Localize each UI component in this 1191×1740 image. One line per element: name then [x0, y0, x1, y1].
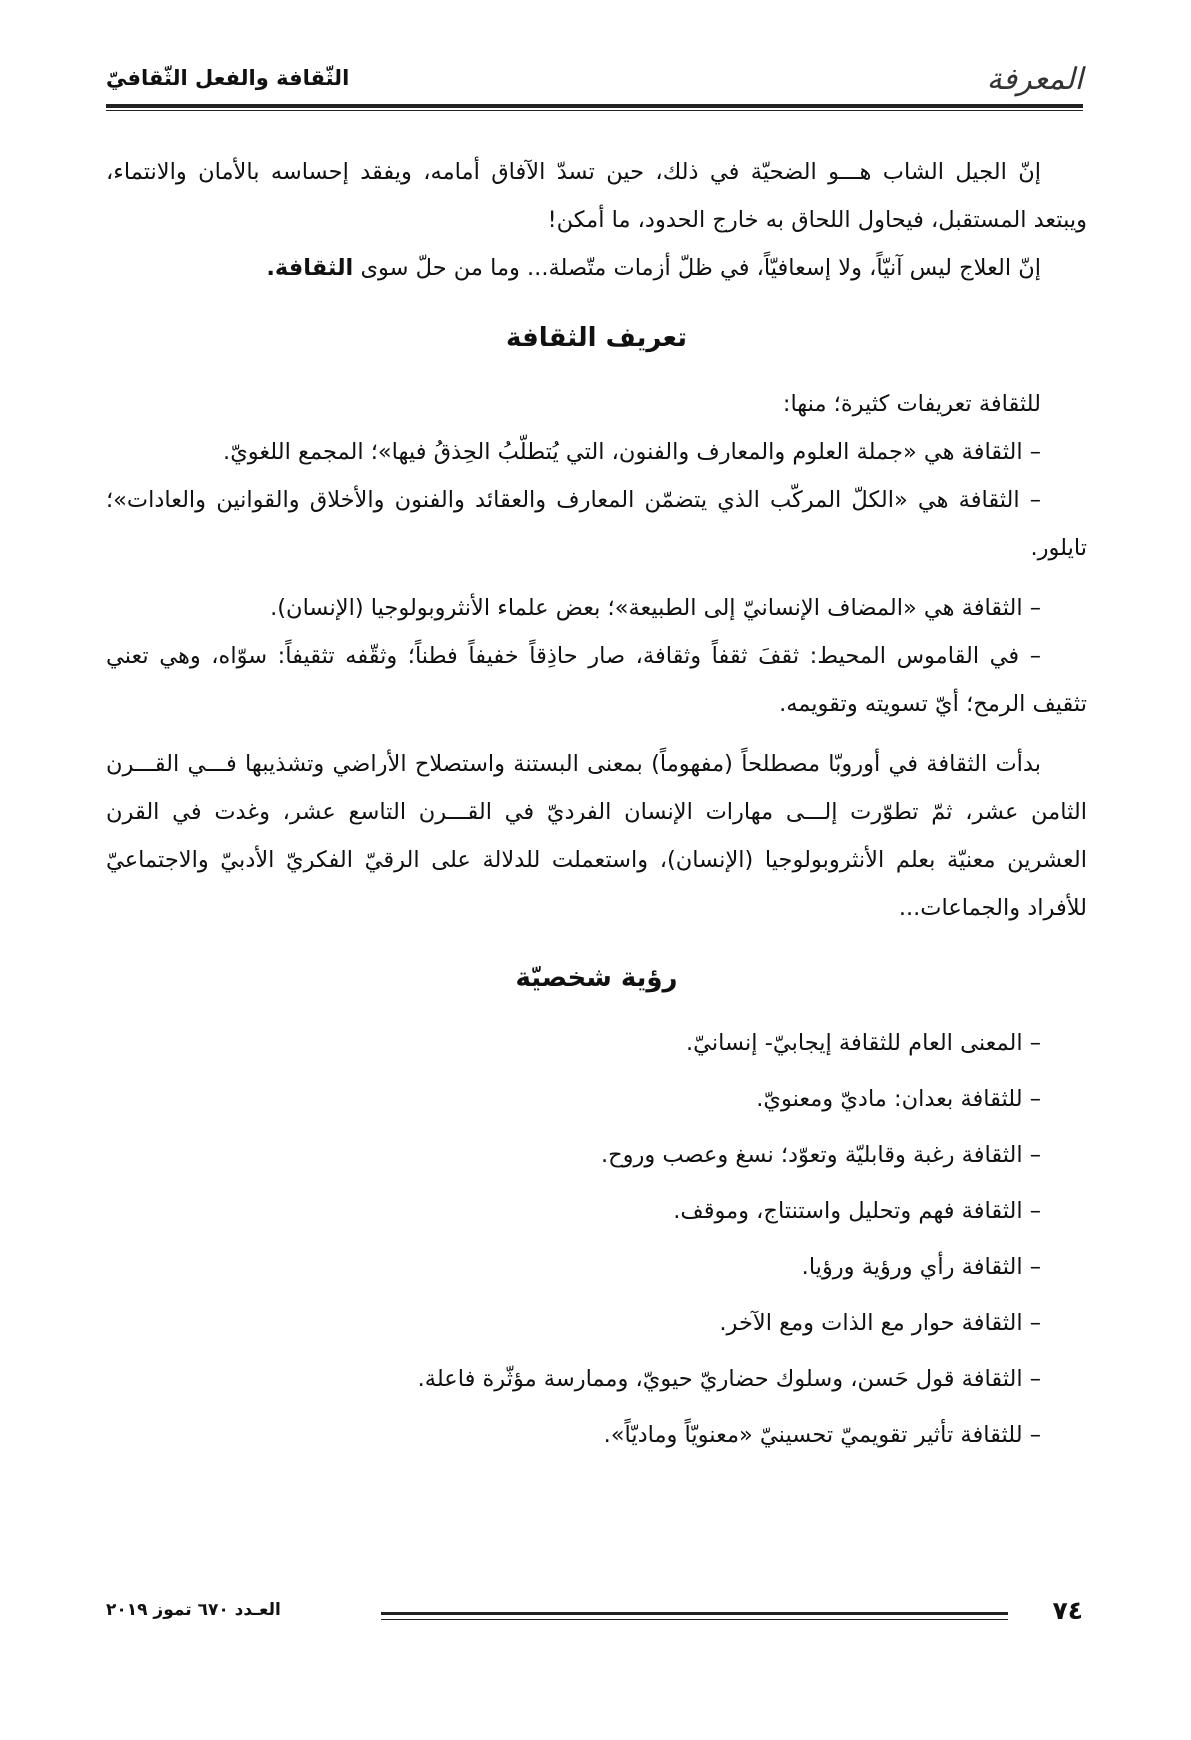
- page-footer: [106, 1596, 1083, 1636]
- footer-rule-thin: [381, 1619, 1008, 1620]
- article-body: [106, 148, 1087, 1468]
- definition-item: – في القاموس المحيط: ثقفَ ثقفاً وثقافة، صار حاذِقاً خفيفاً فطناً؛ وثقّفه تثقيفاً: سوّاه، وهي تعني تثقيف الرمح؛ أيّ تسويته وتقويمه.: [106, 643, 1087, 717]
- personal-view-list: [106, 1020, 1087, 1458]
- intro-paragraph-2: [106, 244, 1087, 292]
- heading-personal-view: رؤية شخصيّة: [515, 963, 678, 993]
- definition-item: – الثقافة هي «الكلّ المركّب الذي يتضمّن المعارف والعقائد والفنون والأخلاق والقوانين والعادات»؛ تايلور.: [106, 487, 1087, 561]
- history-paragraph: بدأت الثقافة في أوروبّا مصطلحاً (مفهوماً) بمعنى البستنة واستصلاح الأراضي وتشذيبها فـــي القـــرن الثامن عشر، ثمّ تطوّرت إلـــى مهارات الإنسان الفرديّ في القـــرن التاسع عشر، وغدت في القرن العشرين معنيّة بعلم الأنثروبولوجيا (الإنسان)، واستعملت للدلالة على الرقيّ الفكريّ الأدبيّ والاجتماعيّ للأفراد والجماعات...: [106, 751, 1087, 921]
- list-item: – المعنى العام للثقافة إيجابيّ- إنسانيّ.: [685, 1030, 1041, 1056]
- list-item: – الثقافة حوار مع الذات ومع الآخر.: [719, 1310, 1041, 1336]
- footer-rule: [381, 1612, 1008, 1615]
- list-item: – الثقافة رغبة وقابليّة وتعوّد؛ نسغ وعصب وروح.: [600, 1142, 1041, 1168]
- heading-culture-definition: تعريف الثقافة: [506, 323, 687, 353]
- section-title: الثّقافة والفعل الثّقافيّ: [106, 66, 350, 90]
- intro-paragraph-2-emphasis: الثقافة.: [266, 255, 354, 281]
- list-item: – للثقافة تأثير تقويميّ تحسينيّ «معنويّاً وماديّاً».: [603, 1422, 1041, 1448]
- header-rule-thin: [106, 110, 1083, 111]
- list-item: – للثقافة بعدان: ماديّ ومعنويّ.: [756, 1086, 1041, 1112]
- list-item: – الثقافة فهم وتحليل واستنتاج، وموقف.: [673, 1198, 1041, 1224]
- definition-item: – الثقافة هي «المضاف الإنسانيّ إلى الطبيعة»؛ بعض علماء الأنثروبولوجيا (الإنسان).: [270, 595, 1041, 621]
- definition-item: – الثقافة هي «جملة العلوم والمعارف والفنون، التي يُتطلّبُ الحِذقُ فيها»؛ المجمع اللغويّ.: [223, 439, 1041, 465]
- page-number: ٧٤: [1052, 1596, 1083, 1625]
- journal-logo: المعرفة: [986, 62, 1083, 97]
- list-item: – الثقافة رأي ورؤية ورؤيا.: [801, 1254, 1041, 1280]
- header-rule: [106, 104, 1083, 108]
- page-header: [106, 52, 1083, 102]
- intro-paragraph-2-text: إنّ العلاج ليس آنيّاً، ولا إسعافيّاً، في ظلّ أزمات متّصلة... وما من حلّ سوى: [360, 255, 1041, 281]
- list-item: – الثقافة قول حَسن، وسلوك حضاريّ حيويّ، وممارسة مؤثّرة فاعلة.: [417, 1366, 1041, 1392]
- issue-info: العـدد ٦٧٠ تموز ٢٠١٩: [106, 1600, 281, 1620]
- intro-paragraph-1: إنّ الجيل الشاب هـــو الضحيّة في ذلك، حين تسدّ الآفاق أمامه، ويفقد إحساسه بالأمان والانتماء، ويبتعد المستقبل، فيحاول اللحاق به خارج الحدود، ما أمكن!: [106, 159, 1087, 233]
- definitions-lead: للثقافة تعريفات كثيرة؛ منها:: [782, 391, 1041, 417]
